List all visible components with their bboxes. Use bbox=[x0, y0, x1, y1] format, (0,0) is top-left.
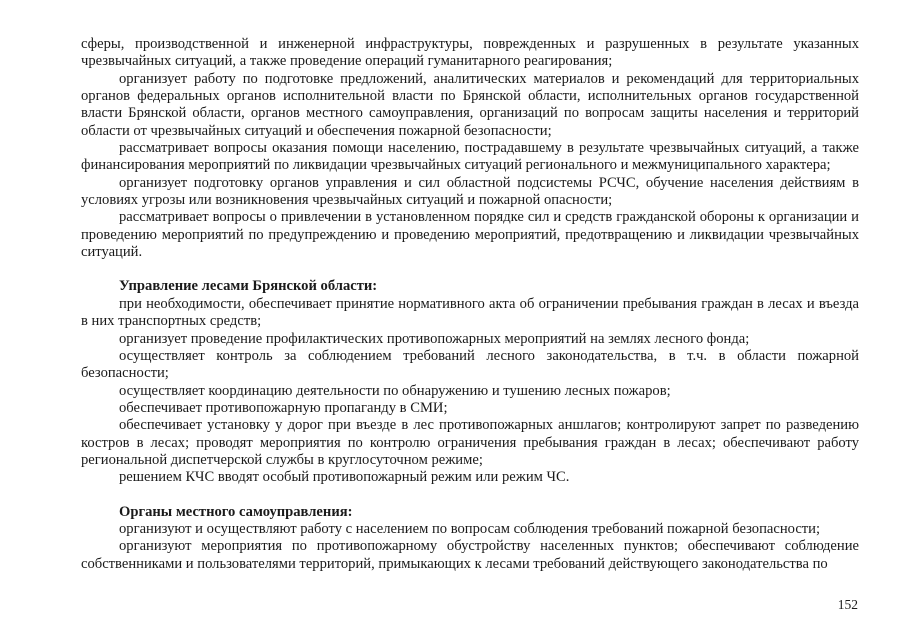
paragraph: организуют мероприятия по противопожарному обустройству населенных пунктов; обеспечивают соблюдение собственниками и пользователями территорий, примыкающих к лесами требований действующего законодательства по bbox=[81, 538, 859, 572]
paragraph: организует проведение профилактических противопожарных мероприятий на землях лесного фонда; bbox=[119, 330, 750, 347]
paragraph: обеспечивает установку у дорог при въезде в лес противопожарных аншлагов; контролируют запрет по разведению костров в лесах; проводят мероприятия по контролю ограничения пребывания граждан в лесах; обеспечивают работу региональной диспетчерской службы в круглосуточном режиме; bbox=[81, 417, 859, 468]
paragraph: обеспечивает противопожарную пропаганду в СМИ; bbox=[119, 399, 448, 416]
document-body bbox=[81, 36, 859, 573]
paragraph: осуществляет контроль за соблюдением требований лесного законодательства, в т.ч. в области пожарной безопасности; bbox=[81, 347, 859, 382]
section-heading-forests: Управление лесами Брянской области: bbox=[119, 278, 378, 295]
paragraph: рассматривает вопросы о привлечении в установленном порядке сил и средств гражданской обороны к организации и проведению мероприятий по предупреждению и проведению мероприятий, предотвращению и ликвидации чрезвычайных ситуаций. bbox=[81, 209, 859, 261]
paragraph: осуществляет координацию деятельности по обнаружению и тушению лесных пожаров; bbox=[119, 382, 671, 399]
paragraph: решением КЧС вводят особый противопожарный режим или режим ЧС. bbox=[119, 469, 570, 486]
paragraph: рассматривает вопросы оказания помощи населению, пострадавшему в результате чрезвычайных ситуаций, а также финансирования мероприятий по ликвидации чрезвычайных ситуаций регионального и межмуниципального характера; bbox=[81, 140, 859, 174]
paragraph: сферы, производственной и инженерной инфраструктуры, поврежденных и разрушенных в результате указанных чрезвычайных ситуаций, а также проведение операций гуманитарного реагирования; bbox=[81, 36, 859, 70]
paragraph: организуют и осуществляют работу с населением по вопросам соблюдения требований пожарной безопасности; bbox=[119, 520, 821, 537]
page-number: 152 bbox=[837, 597, 858, 612]
paragraph: организует работу по подготовке предложений, аналитических материалов и рекомендаций для территориальных органов федеральных органов исполнительной власти по Брянской области, исполнительных органов государственной власти Брянской области, органов местного самоуправления, организаций по вопросам защиты населения и территорий области от чрезвычайных ситуаций и обеспечения пожарной безопасности; bbox=[81, 70, 859, 139]
paragraph: при необходимости, обеспечивает принятие нормативного акта об ограничении пребывания граждан в лесах и въезда в них транспортных средств; bbox=[81, 295, 859, 330]
paragraph: организует подготовку органов управления и сил областной подсистемы РСЧС, обучение населения действиям в условиях угрозы или возникновения чрезвычайных ситуаций и пожарной опасности; bbox=[81, 174, 859, 209]
section-heading-local-government: Органы местного самоуправления: bbox=[119, 503, 353, 520]
